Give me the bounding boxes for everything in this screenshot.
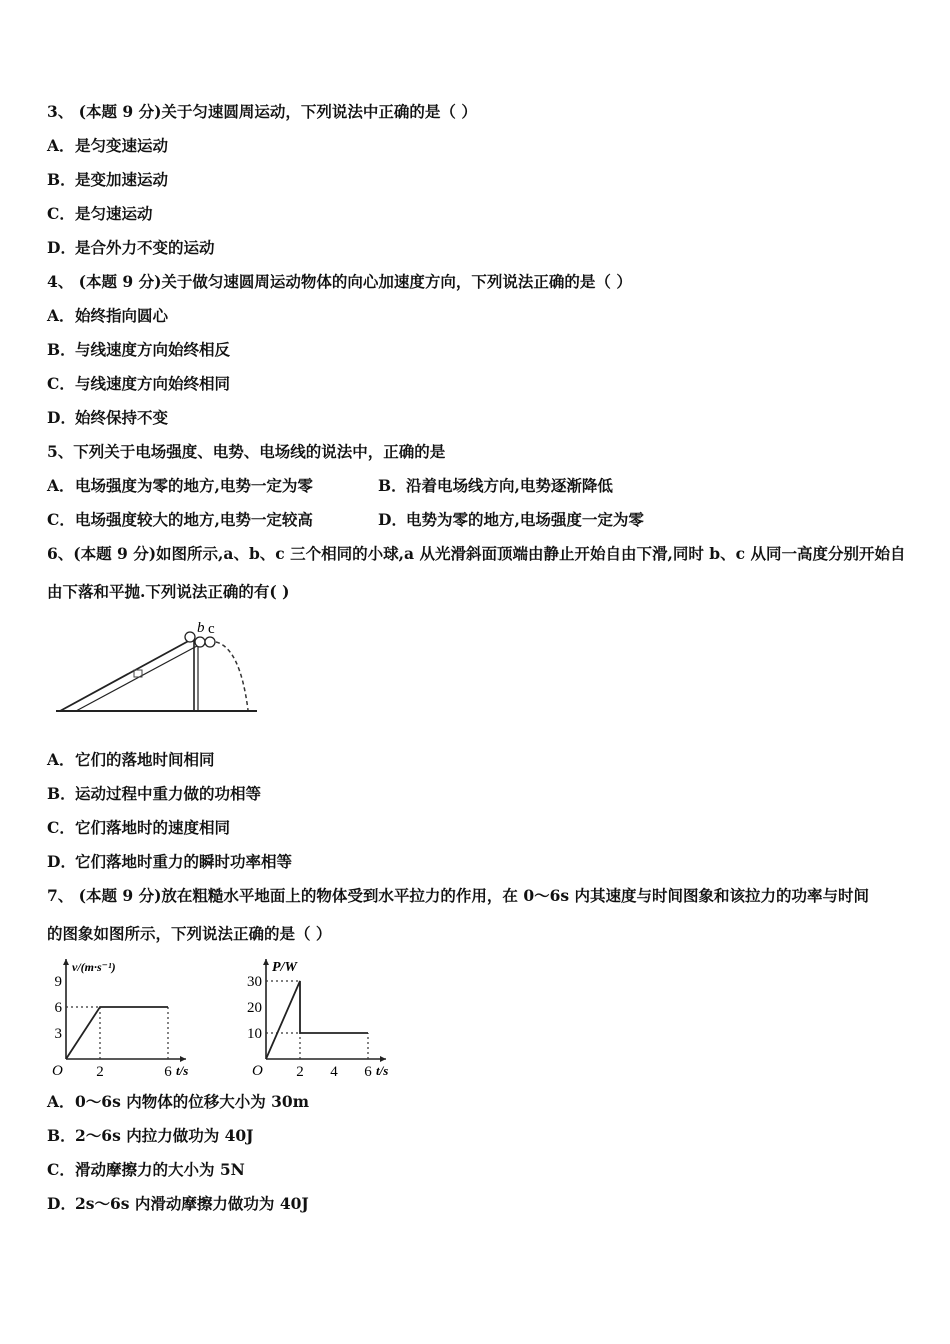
x-axis-arrow xyxy=(380,1056,386,1062)
q4-option-a[interactable] xyxy=(47,305,168,327)
option-text: 电场强度较大的地方,电势一定较高 xyxy=(75,510,313,529)
option-text: 2～6s 内拉力做功为 40J xyxy=(75,1126,254,1145)
x-tick-label: 4 xyxy=(330,1064,338,1080)
option-letter: C． xyxy=(47,204,75,223)
q4-option-d[interactable] xyxy=(47,407,168,429)
option-text: 它们落地时重力的瞬时功率相等 xyxy=(75,852,293,871)
q3-option-b[interactable] xyxy=(47,169,168,191)
incline-figure xyxy=(52,616,262,718)
origin-label: O xyxy=(252,1063,263,1079)
option-text: 0～6s 内物体的位移大小为 30m xyxy=(75,1092,310,1111)
option-text: 是变加速运动 xyxy=(75,170,169,189)
option-letter: A． xyxy=(47,476,75,495)
incline-surface xyxy=(60,638,194,711)
x-tick-label: 2 xyxy=(296,1064,304,1080)
option-letter: B． xyxy=(47,170,76,189)
x-tick-label: 2 xyxy=(96,1064,104,1080)
q3-option-a[interactable] xyxy=(47,135,168,157)
option-text: 始终指向圆心 xyxy=(75,306,169,325)
option-letter: B． xyxy=(47,340,76,359)
option-letter: D． xyxy=(378,510,407,529)
power-time-chart xyxy=(236,953,416,1081)
y-axis-label: v/(m·s⁻¹) xyxy=(72,960,116,974)
q6-stem-line2: 由下落和平抛.下列说法正确的有( ) xyxy=(47,582,290,601)
velocity-time-chart xyxy=(44,953,224,1081)
option-letter: A． xyxy=(47,750,75,769)
q3-option-c[interactable] xyxy=(47,203,153,225)
option-text: 是合外力不变的运动 xyxy=(75,238,215,257)
y-axis-arrow xyxy=(63,959,69,965)
option-letter: B． xyxy=(47,784,76,803)
option-text: 它们的落地时间相同 xyxy=(75,750,215,769)
y-axis-arrow xyxy=(263,959,269,965)
q7-option-d[interactable] xyxy=(47,1193,309,1215)
q6-option-a[interactable] xyxy=(47,749,215,771)
option-letter: A． xyxy=(47,136,75,155)
q7-stem-line1: 7、 (本题 9 分)放在粗糙水平地面上的物体受到水平拉力的作用，在 0～6s 内其速度与时间图象和该拉力的功率与时间 xyxy=(47,886,870,905)
q3-stem: 3、 (本题 9 分)关于匀速圆周运动，下列说法中正确的是（ ） xyxy=(47,102,477,121)
q7-option-a[interactable] xyxy=(47,1091,309,1113)
option-letter: D． xyxy=(47,1194,76,1213)
ball-b xyxy=(195,637,205,647)
y-axis-label: P/W xyxy=(272,960,297,975)
q6-option-d[interactable] xyxy=(47,851,292,873)
q7-option-c[interactable] xyxy=(47,1159,245,1181)
option-text: 是匀变速运动 xyxy=(75,136,169,155)
option-letter: B． xyxy=(47,1126,76,1145)
ball-c xyxy=(205,637,215,647)
option-text: 运动过程中重力做的功相等 xyxy=(75,784,262,803)
q5-option-b[interactable] xyxy=(378,475,613,497)
option-letter: D． xyxy=(47,238,76,257)
q5-option-d[interactable] xyxy=(378,509,644,531)
q7-option-b[interactable] xyxy=(47,1125,254,1147)
option-letter: A． xyxy=(47,306,75,325)
option-letter: B． xyxy=(378,476,407,495)
option-text: 电场强度为零的地方,电势一定为零 xyxy=(75,476,313,495)
origin-label: O xyxy=(52,1063,63,1079)
y-tick-label: 20 xyxy=(247,1000,262,1016)
option-text: 是匀速运动 xyxy=(75,204,153,223)
q6-option-c[interactable] xyxy=(47,817,230,839)
option-text: 沿着电场线方向,电势逐渐降低 xyxy=(406,476,613,495)
option-letter: A． xyxy=(47,1092,75,1111)
option-letter: C． xyxy=(47,818,75,837)
option-text: 始终保持不变 xyxy=(75,408,169,427)
ball-a xyxy=(185,632,195,642)
x-axis-arrow xyxy=(180,1056,186,1062)
q6-option-b[interactable] xyxy=(47,783,261,805)
option-letter: C． xyxy=(47,1160,75,1179)
y-tick-label: 6 xyxy=(54,1000,62,1016)
option-letter: D． xyxy=(47,852,76,871)
option-text: 滑动摩擦力的大小为 5N xyxy=(75,1160,245,1179)
label-b: b xyxy=(197,620,205,636)
q7-stem-line2: 的图象如图所示，下列说法正确的是（ ） xyxy=(47,924,332,943)
x-tick-label: 6 xyxy=(164,1064,172,1080)
option-text: 与线速度方向始终相反 xyxy=(75,340,231,359)
option-text: 电势为零的地方,电场强度一定为零 xyxy=(406,510,644,529)
q3-option-d[interactable] xyxy=(47,237,215,259)
data-series-line xyxy=(66,1007,168,1059)
y-tick-label: 30 xyxy=(247,974,262,990)
option-letter: D． xyxy=(47,408,76,427)
projectile-path xyxy=(216,642,248,710)
x-tick-label: 6 xyxy=(364,1064,372,1080)
incline-edge xyxy=(76,646,197,711)
q4-option-b[interactable] xyxy=(47,339,230,361)
option-text: 2s～6s 内滑动摩擦力做功为 40J xyxy=(75,1194,309,1213)
q5-option-a[interactable] xyxy=(47,475,313,497)
q4-stem: 4、 (本题 9 分)关于做匀速圆周运动物体的向心加速度方向，下列说法正确的是（ ） xyxy=(47,272,632,291)
data-series-line xyxy=(266,981,368,1059)
option-letter: C． xyxy=(47,374,75,393)
label-c: c xyxy=(208,621,215,637)
x-axis-label: t/s xyxy=(376,1063,389,1078)
option-text: 与线速度方向始终相同 xyxy=(75,374,231,393)
x-axis-label: t/s xyxy=(176,1063,189,1078)
y-tick-label: 10 xyxy=(247,1026,262,1042)
q5-option-c[interactable] xyxy=(47,509,313,531)
q6-stem-line1: 6、(本题 9 分)如图所示,a、b、c 三个相同的小球,a 从光滑斜面顶端由静止开始自由下滑,同时 b、c 从同一高度分别开始自 xyxy=(47,544,906,563)
y-tick-label: 3 xyxy=(54,1026,62,1042)
q5-stem: 5、下列关于电场强度、电势、电场线的说法中，正确的是 xyxy=(47,442,446,461)
y-tick-label: 9 xyxy=(54,974,62,990)
option-letter: C． xyxy=(47,510,75,529)
q4-option-c[interactable] xyxy=(47,373,230,395)
option-text: 它们落地时的速度相同 xyxy=(75,818,231,837)
